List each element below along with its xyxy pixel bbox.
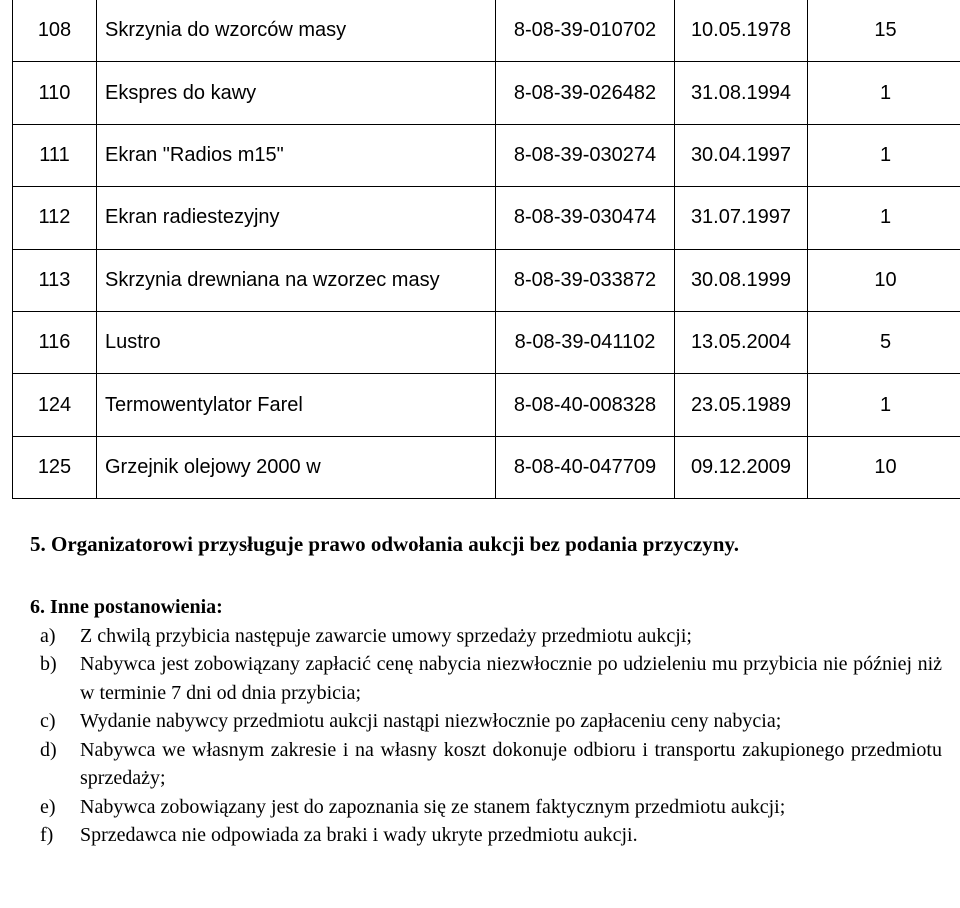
table-row — [13, 124, 960, 186]
row-number: 110 — [13, 62, 97, 124]
inventory-number: 8-08-39-026482 — [496, 62, 675, 124]
item-text: Nabywca we własnym zakresie i na własny koszt dokonuje odbioru i transportu zakupionego przedmiotu sprzedaży; — [80, 738, 942, 789]
inventory-number: 8-08-39-041102 — [496, 311, 675, 373]
acquisition-date: 10.05.1978 — [675, 0, 808, 62]
section-6 — [30, 593, 942, 850]
item-letter: b) — [40, 653, 57, 675]
acquisition-date: 31.07.1997 — [675, 187, 808, 249]
item-name: Ekran radiestezyjny — [97, 187, 496, 249]
acquisition-date: 09.12.2009 — [675, 436, 808, 498]
quantity: 10 — [808, 249, 960, 311]
row-number: 111 — [13, 124, 97, 186]
acquisition-date: 13.05.2004 — [675, 311, 808, 373]
item-letter: e) — [40, 795, 56, 818]
row-number: 113 — [13, 249, 97, 311]
list-item — [30, 793, 942, 822]
inventory-number: 8-08-39-030274 — [496, 124, 675, 186]
item-name: Grzejnik olejowy 2000 w — [97, 436, 496, 498]
inventory-number: 8-08-39-033872 — [496, 249, 675, 311]
item-letter: a) — [40, 624, 56, 647]
item-text: Z chwilą przybicia następuje zawarcie umowy sprzedaży przedmiotu aukcji; — [80, 624, 692, 647]
quantity: 5 — [808, 311, 960, 373]
row-number: 125 — [13, 436, 97, 498]
inventory-table — [12, 0, 960, 499]
list-item — [30, 707, 942, 736]
table-row — [13, 311, 960, 373]
item-name: Ekran "Radios m15" — [97, 124, 496, 186]
quantity: 1 — [808, 374, 960, 436]
list-item — [30, 650, 942, 707]
item-name: Termowentylator Farel — [97, 374, 496, 436]
row-number: 124 — [13, 374, 97, 436]
table-row — [13, 374, 960, 436]
item-letter: c) — [40, 710, 56, 732]
item-text: Sprzedawca nie odpowiada za braki i wady ukryte przedmiotu aukcji. — [80, 824, 638, 846]
provisions-list — [30, 622, 942, 850]
row-number: 116 — [13, 311, 97, 373]
item-name: Lustro — [97, 311, 496, 373]
item-text: Nabywca zobowiązany jest do zapoznania się ze stanem faktycznym przedmiotu aukcji; — [80, 795, 786, 818]
table-row — [13, 249, 960, 311]
table-row — [13, 62, 960, 124]
inventory-number: 8-08-40-047709 — [496, 436, 675, 498]
inventory-number: 8-08-40-008328 — [496, 374, 675, 436]
inventory-number: 8-08-39-030474 — [496, 187, 675, 249]
item-name: Skrzynia do wzorców masy — [97, 0, 496, 62]
item-text: Wydanie nabywcy przedmiotu aukcji nastąpi niezwłocznie po zapłaceniu ceny nabycia; — [80, 710, 782, 732]
row-number: 108 — [13, 0, 97, 62]
section-5-heading: 5. Organizatorowi przysługuje prawo odwołania aukcji bez podania przyczyny. — [30, 532, 739, 556]
acquisition-date: 30.08.1999 — [675, 249, 808, 311]
table-row — [13, 436, 960, 498]
table-row — [13, 187, 960, 249]
item-letter: d) — [40, 738, 57, 761]
quantity: 1 — [808, 124, 960, 186]
acquisition-date: 30.04.1997 — [675, 124, 808, 186]
item-text: Nabywca jest zobowiązany zapłacić cenę nabycia niezwłocznie po udzieleniu mu przybicia nie później niż w terminie 7 dni od dnia przybicia; — [80, 653, 942, 704]
acquisition-date: 31.08.1994 — [675, 62, 808, 124]
quantity: 1 — [808, 187, 960, 249]
item-name: Skrzynia drewniana na wzorzec masy — [97, 249, 496, 311]
list-item — [30, 622, 942, 651]
inventory-number: 8-08-39-010702 — [496, 0, 675, 62]
row-number: 112 — [13, 187, 97, 249]
list-item — [30, 821, 942, 850]
quantity: 10 — [808, 436, 960, 498]
section-6-heading: 6. Inne postanowienia: — [30, 596, 223, 618]
quantity: 15 — [808, 0, 960, 62]
list-item — [30, 736, 942, 793]
acquisition-date: 23.05.1989 — [675, 374, 808, 436]
quantity: 1 — [808, 62, 960, 124]
item-letter: f) — [40, 824, 54, 846]
item-name: Ekspres do kawy — [97, 62, 496, 124]
table-row — [13, 0, 960, 62]
